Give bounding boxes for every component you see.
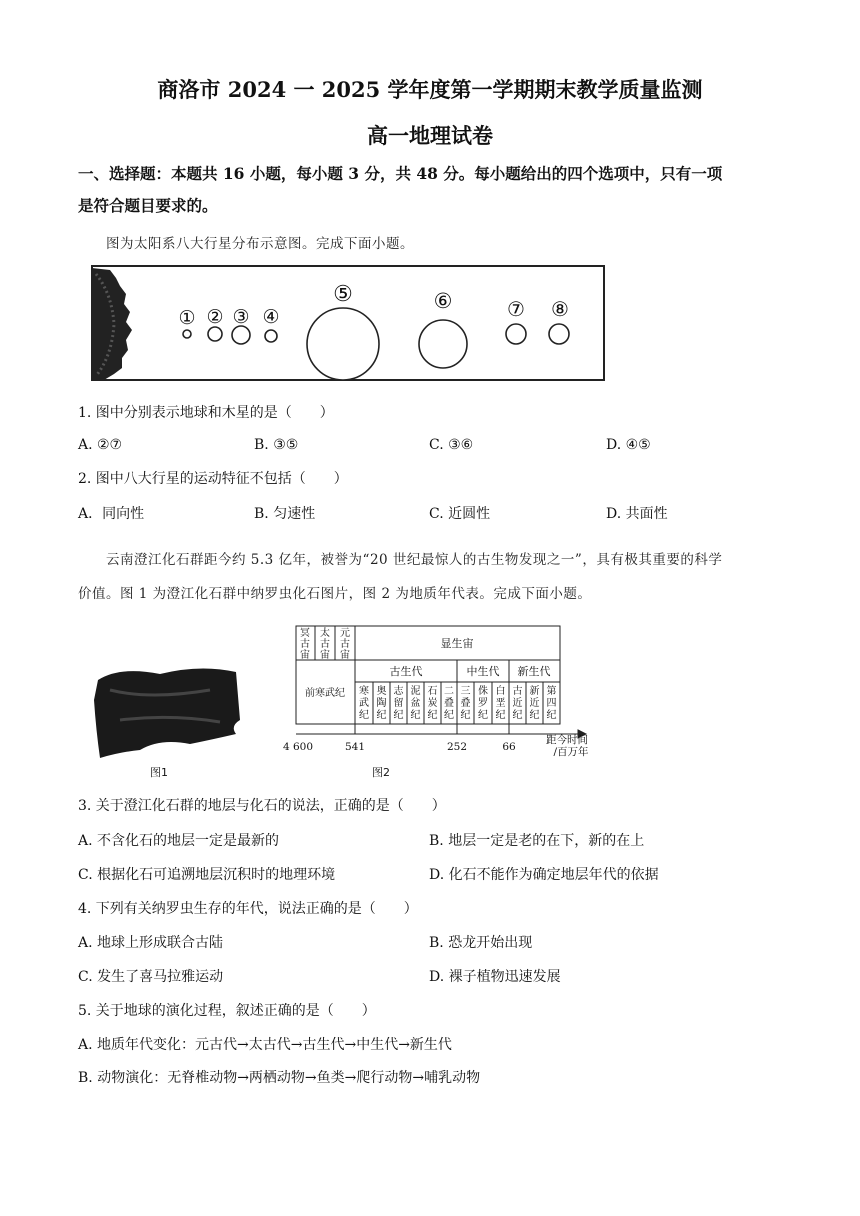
planet-label: ③ bbox=[232, 306, 250, 328]
section-heading bbox=[78, 158, 778, 222]
planet-2 bbox=[208, 327, 222, 341]
era-cenozoic: 新生代 bbox=[517, 665, 551, 678]
period-label: 石炭纪 bbox=[427, 686, 438, 721]
period-label: 泥盆纪 bbox=[410, 686, 421, 721]
period-label: 志留纪 bbox=[393, 686, 404, 721]
question-4: 4. 下列有关纳罗虫生存的年代，说法正确的是（ ） bbox=[78, 901, 418, 917]
question-5: 5. 关于地球的演化过程，叙述正确的是（ ） bbox=[78, 1003, 376, 1019]
planet-label: ⑤ bbox=[333, 282, 353, 307]
q1-option-a[interactable]: A. ②⑦ bbox=[78, 437, 123, 453]
era-mesozoic: 中生代 bbox=[466, 665, 500, 678]
period-label: 寒武纪 bbox=[359, 686, 369, 721]
eon-hadean bbox=[300, 627, 310, 661]
planet-1 bbox=[183, 330, 191, 338]
period-label: 古近纪 bbox=[512, 686, 523, 721]
era-paleozoic: 古生代 bbox=[389, 665, 423, 678]
page-title: 商洛市 2024 一 2025 学年度第一学期期末教学质量监测 bbox=[157, 77, 703, 102]
period-label: 三叠纪 bbox=[460, 686, 471, 721]
group2-intro-line2: 价值。图 1 为澄江化石群中纳罗虫化石图片，图 2 为地质年代表。完成下面小题。 bbox=[78, 586, 592, 602]
q2-option-a[interactable]: A．同向性 bbox=[78, 506, 145, 522]
fig2-caption: 图2 bbox=[372, 766, 390, 779]
planet-label: ④ bbox=[262, 306, 280, 328]
planet-label: ② bbox=[206, 306, 224, 328]
q2-option-b[interactable]: B. 匀速性 bbox=[254, 506, 316, 522]
q3-option-a[interactable]: A. 不含化石的地层一定是最新的 bbox=[78, 833, 280, 849]
period-label: 第四纪 bbox=[546, 686, 557, 721]
planet-3 bbox=[232, 326, 250, 344]
tick-4600: 4 600 bbox=[282, 741, 314, 753]
section-heading-line2: 是符合题目要求的。 bbox=[78, 196, 218, 215]
planet-4 bbox=[265, 330, 277, 342]
eon-char: 宙 bbox=[340, 650, 350, 661]
period-label: 二叠纪 bbox=[444, 686, 454, 721]
section-heading-line1: 一、选择题：本题共 16 小题，每小题 3 分，共 48 分。每小题给出的四个选项中，只有一项 bbox=[78, 164, 723, 183]
tick-252: 252 bbox=[446, 741, 468, 753]
q5-option-b[interactable]: B. 动物演化：无脊椎动物→两栖动物→鱼类→爬行动物→哺乳动物 bbox=[78, 1070, 481, 1086]
planet-label: ⑧ bbox=[551, 297, 569, 321]
eon-char: 宙 bbox=[300, 650, 310, 661]
eon-char: 太 bbox=[320, 628, 330, 639]
planet-label: ⑦ bbox=[507, 297, 525, 321]
planet-7 bbox=[506, 324, 526, 344]
eon-archean bbox=[320, 626, 330, 661]
eon-char: 宙 bbox=[320, 650, 330, 661]
tick-541: 541 bbox=[344, 741, 366, 753]
eon-char: 古 bbox=[300, 639, 310, 650]
eon-proterozoic bbox=[340, 627, 350, 661]
q4-option-c[interactable]: C. 发生了喜马拉雅运动 bbox=[78, 969, 224, 985]
q1-option-d[interactable]: D. ④⑤ bbox=[606, 437, 651, 453]
period-cells bbox=[359, 684, 557, 721]
eon-char: 冥 bbox=[300, 628, 310, 639]
planet-label: ⑥ bbox=[433, 289, 453, 313]
planet-label: ① bbox=[178, 307, 196, 329]
solar-system-figure bbox=[90, 264, 606, 384]
q1-option-c[interactable]: C. ③⑥ bbox=[429, 437, 474, 453]
q5-option-a[interactable]: A. 地质年代变化：元古代→太古代→古生代→中生代→新生代 bbox=[78, 1037, 452, 1053]
page-subtitle: 高一地理试卷 bbox=[367, 123, 493, 148]
fig1-caption: 图1 bbox=[150, 766, 168, 779]
eon-char: 古 bbox=[340, 639, 350, 650]
question-1: 1. 图中分别表示地球和木星的是（ ） bbox=[78, 405, 334, 421]
precambrian-label: 前寒武纪 bbox=[305, 688, 345, 699]
q3-option-b[interactable]: B. 地层一定是老的在下，新的在上 bbox=[429, 833, 645, 849]
fossil-photo bbox=[90, 660, 246, 762]
q2-option-c[interactable]: C. 近圆性 bbox=[429, 506, 491, 522]
eon-char: 古 bbox=[320, 639, 330, 650]
planet-8 bbox=[549, 324, 569, 344]
planet-5 bbox=[307, 308, 379, 380]
eon-char: 元 bbox=[340, 628, 350, 639]
q3-option-d[interactable]: D. 化石不能作为确定地层年代的依据 bbox=[429, 867, 659, 883]
period-label: 新近纪 bbox=[529, 686, 540, 721]
planet-6 bbox=[419, 320, 467, 368]
tick-66: 66 bbox=[502, 741, 516, 753]
q4-option-d[interactable]: D. 裸子植物迅速发展 bbox=[429, 969, 561, 985]
group1-intro: 图为太阳系八大行星分布示意图。完成下面小题。 bbox=[106, 236, 414, 252]
period-label: 白垩纪 bbox=[495, 686, 506, 721]
axis-label-time: 距今时间 bbox=[546, 734, 588, 746]
q2-option-d[interactable]: D. 共面性 bbox=[606, 506, 668, 522]
eon-phanerozoic: 显生宙 bbox=[440, 637, 474, 650]
period-label: 奥陶纪 bbox=[376, 686, 387, 721]
q3-option-c[interactable]: C. 根据化石可追溯地层沉积时的地理环境 bbox=[78, 867, 336, 883]
group2-intro-line1: 云南澄江化石群距今约 5.3 亿年，被誉为“20 世纪最惊人的古生物发现之一”，具有极其重要的科学 bbox=[106, 552, 723, 568]
period-label: 侏罗纪 bbox=[478, 686, 488, 721]
geologic-time-table bbox=[278, 622, 594, 758]
q1-option-b[interactable]: B. ③⑤ bbox=[254, 437, 299, 453]
question-2: 2. 图中八大行星的运动特征不包括（ ） bbox=[78, 471, 348, 487]
question-3: 3. 关于澄江化石群的地层与化石的说法，正确的是（ ） bbox=[78, 798, 446, 814]
axis-label-unit: /百万年 bbox=[553, 746, 589, 758]
q4-option-b[interactable]: B. 恐龙开始出现 bbox=[429, 935, 533, 951]
q4-option-a[interactable]: A. 地球上形成联合古陆 bbox=[78, 935, 224, 951]
